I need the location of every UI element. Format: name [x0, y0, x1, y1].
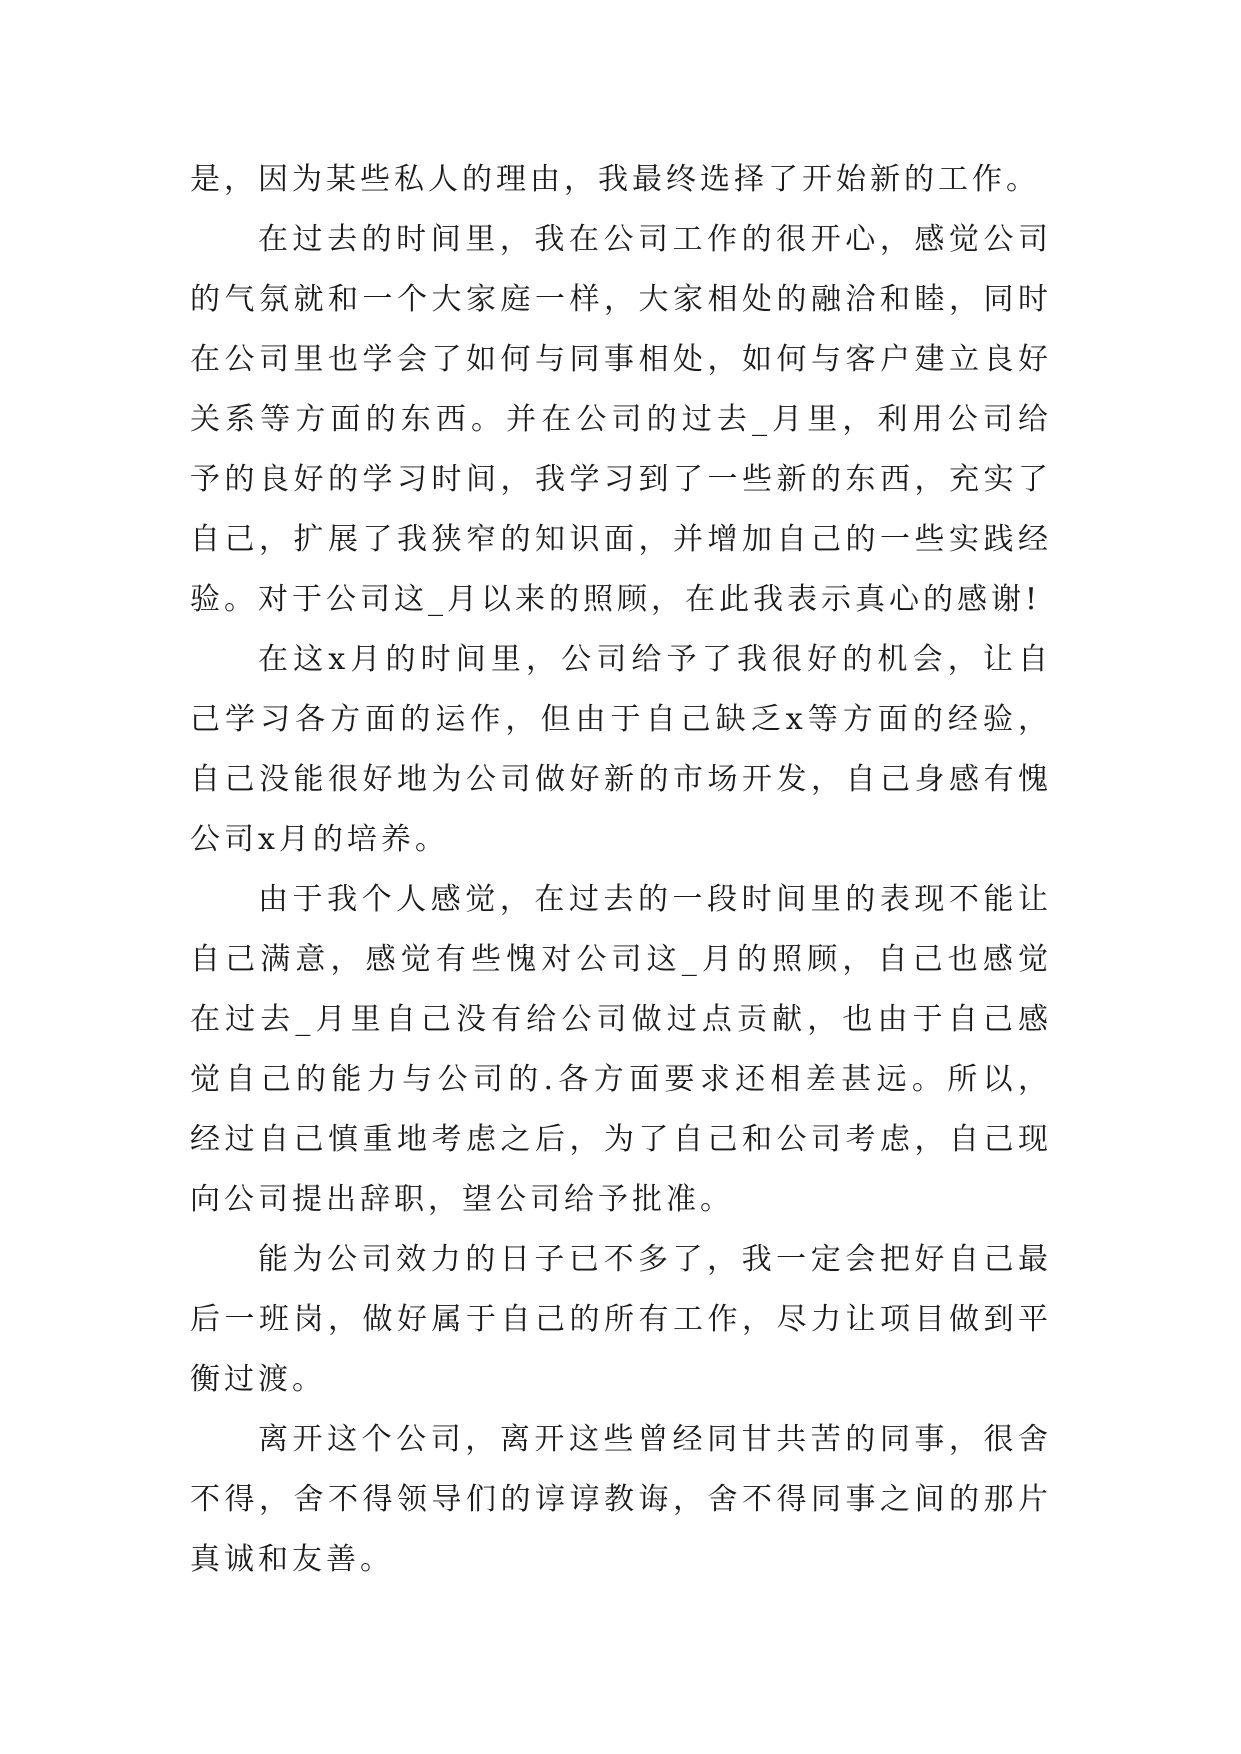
paragraph-continuation: 是，因为某些私人的理由，我最终选择了开始新的工作。	[190, 162, 1040, 197]
document-page	[190, 150, 1052, 1590]
paragraph-farewell: 离开这个公司，离开这些曾经同甘共苦的同事，很舍不得，舍不得领导们的谆谆教诲，舍不得同事之间的那片真诚和友善。	[190, 1422, 1052, 1577]
paragraph-gratitude: 在过去的时间里，我在公司工作的很开心，感觉公司的气氛就和一个大家庭一样，大家相处的融洽和睦，同时在公司里也学会了如何与同事相处，如何与客户建立良好关系等方面的东西。并在公司的过去_月里，利用公司给予的良好的学习时间，我学习到了一些新的东西，充实了自己，扩展了我狭窄的知识面，并增加自己的一些实践经验。对于公司这_月以来的照顾，在此我表示真心的感谢!	[190, 222, 1052, 617]
paragraph-opportunity: 在这x月的时间里，公司给予了我很好的机会，让自己学习各方面的运作，但由于自己缺乏x等方面的经验，自己没能很好地为公司做好新的市场开发，自己身感有愧公司x月的培养。	[190, 642, 1052, 857]
paragraph-handover: 能为公司效力的日子已不多了，我一定会把好自己最后一班岗，做好属于自己的所有工作，尽力让项目做到平衡过渡。	[190, 1242, 1052, 1397]
paragraph-resignation-reason: 由于我个人感觉，在过去的一段时间里的表现不能让自己满意，感觉有些愧对公司这_月的照顾，自己也感觉在过去_月里自己没有给公司做过点贡献，也由于自己感觉自己的能力与公司的.各方面要求还相差甚远。所以，经过自己慎重地考虑之后，为了自己和公司考虑，自己现向公司提出辞职，望公司给予批准。	[190, 882, 1052, 1217]
